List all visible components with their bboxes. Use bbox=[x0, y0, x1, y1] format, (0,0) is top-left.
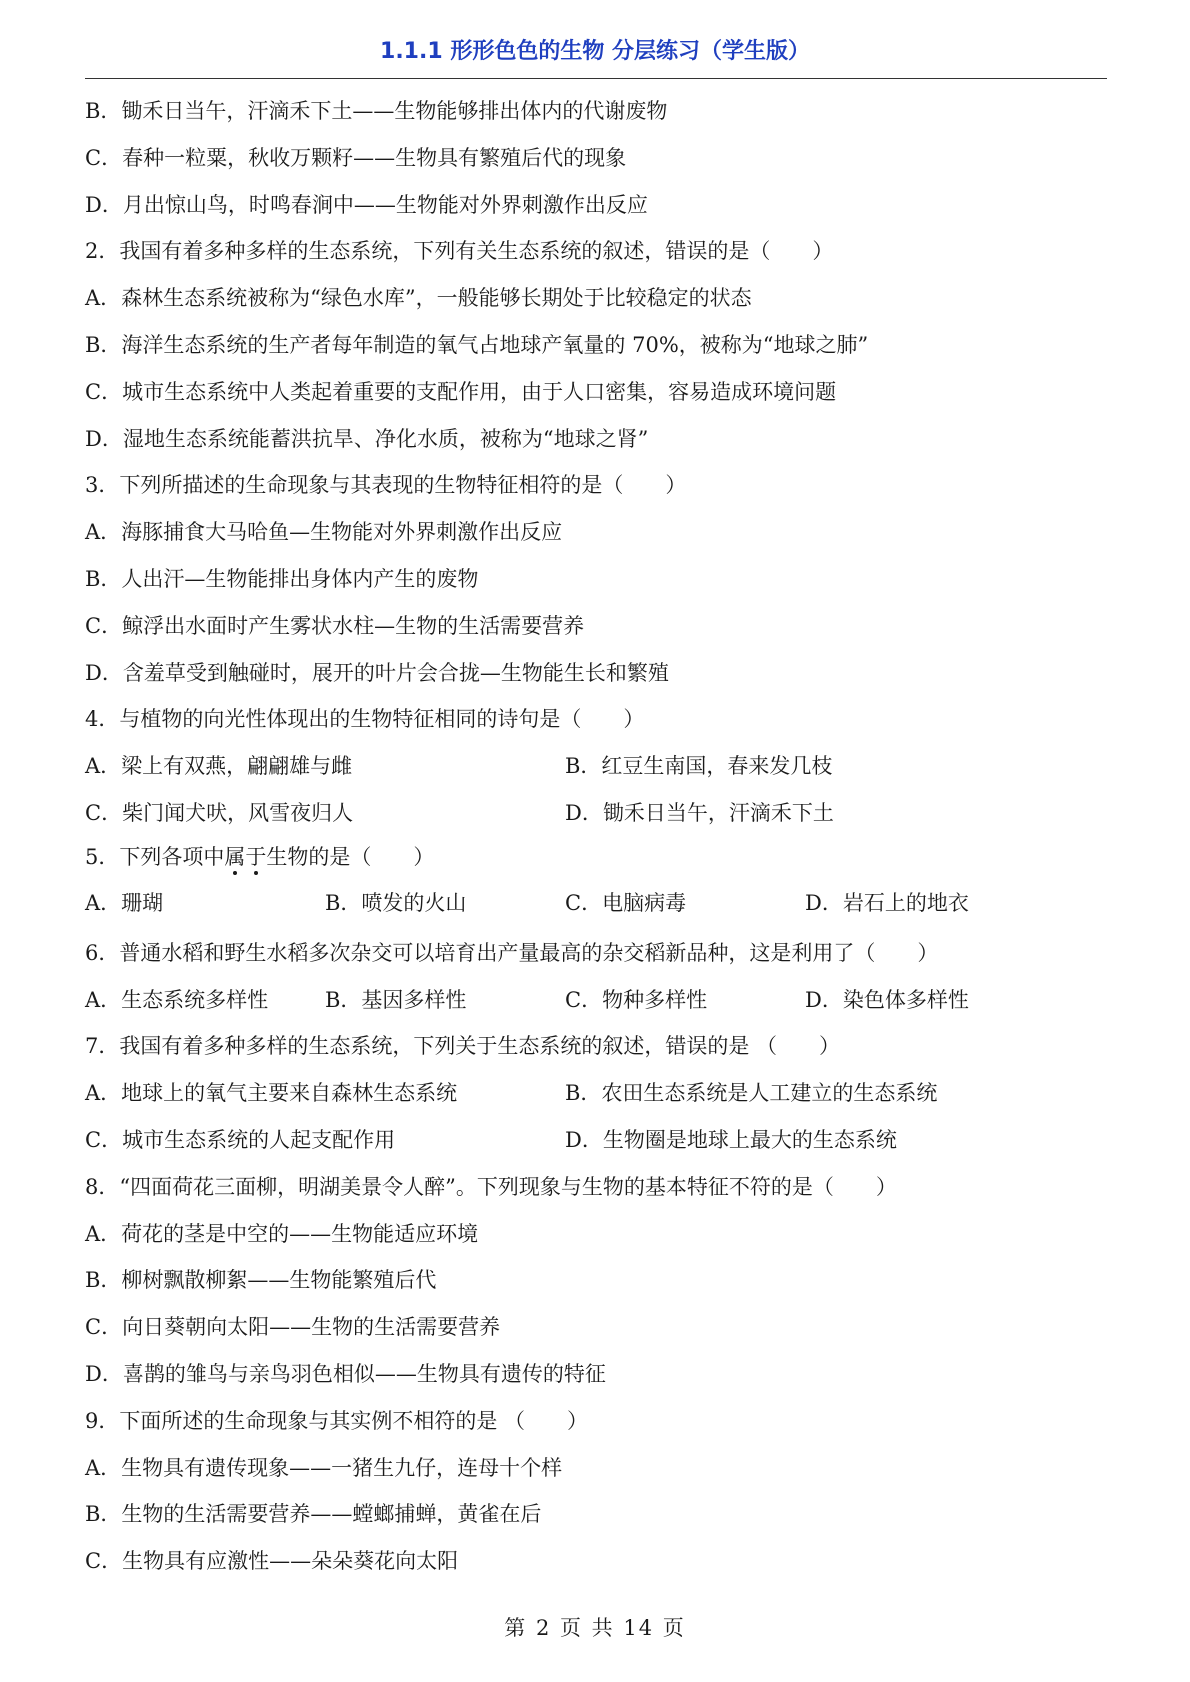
page-header-title: 1.1.1 形形色色的生物 分层练习（学生版） bbox=[380, 39, 810, 64]
q9-option-c: C．生物具有应激性——朵朵葵花向太阳 bbox=[85, 1549, 459, 1574]
q2-stem: 2．我国有着多种多样的生态系统，下列有关生态系统的叙述，错误的是（ ） bbox=[85, 239, 834, 264]
q4-option-a: A．梁上有双燕，翩翩雄与雌 bbox=[85, 754, 353, 779]
q2-option-d: D．湿地生态系统能蓄洪抗旱、净化水质，被称为“地球之肾” bbox=[85, 426, 649, 451]
q3-option-c: C．鲸浮出水面时产生雾状水柱—生物的生活需要营养 bbox=[85, 613, 585, 638]
q6-option-a: A．生态系统多样性 bbox=[85, 987, 269, 1012]
q1-option-d: D．月出惊山鸟，时鸣春涧中——生物能对外界刺激作出反应 bbox=[85, 192, 648, 217]
q6-stem: 6．普通水稻和野生水稻多次杂交可以培育出产量最高的杂交稻新品种，这是利用了（ ） bbox=[85, 940, 939, 965]
q5-option-b: B．喷发的火山 bbox=[325, 890, 467, 915]
q7-option-b: B．农田生态系统是人工建立的生态系统 bbox=[565, 1081, 938, 1106]
q9-stem: 9．下面所述的生命现象与其实例不相符的是 （ ） bbox=[85, 1408, 589, 1433]
q5-emphasis-text: 属于 bbox=[224, 844, 267, 869]
page-number-footer: 第 2 页 共 14 页 bbox=[504, 1616, 686, 1640]
header-divider bbox=[85, 78, 1107, 79]
q5-option-d: D．岩石上的地衣 bbox=[805, 890, 969, 915]
q7-option-d: D．生物圈是地球上最大的生态系统 bbox=[565, 1127, 897, 1152]
q4-option-c: C．柴门闻犬吠，风雪夜归人 bbox=[85, 800, 354, 825]
q8-stem: 8．“四面荷花三面柳，明湖美景令人醉”。下列现象与生物的基本特征不符的是（ ） bbox=[85, 1174, 897, 1199]
q9-option-b: B．生物的生活需要营养——螳螂捕蝉，黄雀在后 bbox=[85, 1502, 542, 1527]
q8-option-c: C．向日葵朝向太阳——生物的生活需要营养 bbox=[85, 1315, 501, 1340]
q6-option-b: B．基因多样性 bbox=[325, 987, 467, 1012]
q2-option-b: B．海洋生态系统的生产者每年制造的氧气占地球产氧量的 70%，被称为“地球之肺” bbox=[85, 332, 869, 357]
q5-emphasis-dotted bbox=[224, 837, 266, 877]
q7-stem: 7．我国有着多种多样的生态系统，下列关于生态系统的叙述，错误的是 （ ） bbox=[85, 1034, 841, 1059]
q8-option-d: D．喜鹊的雏鸟与亲鸟羽色相似——生物具有遗传的特征 bbox=[85, 1361, 606, 1386]
q7-options-row-1 bbox=[85, 1070, 1107, 1117]
q7-option-a: A．地球上的氧气主要来自森林生态系统 bbox=[85, 1081, 458, 1106]
q5-options-row bbox=[85, 877, 1107, 930]
emphasis-dot bbox=[233, 871, 237, 875]
q3-option-b: B．人出汗—生物能排出身体内产生的废物 bbox=[85, 566, 479, 591]
q1-option-b: B．锄禾日当午，汗滴禾下土——生物能够排出体内的代谢废物 bbox=[85, 99, 668, 123]
q8-option-b: B．柳树飘散柳絮——生物能繁殖后代 bbox=[85, 1268, 437, 1293]
q4-options-row-2 bbox=[85, 790, 1107, 837]
q2-option-a: A．森林生态系统被称为“绿色水库”，一般能够长期处于比较稳定的状态 bbox=[85, 286, 752, 311]
q6-option-c: C．物种多样性 bbox=[565, 987, 708, 1012]
q7-options-row-2 bbox=[85, 1117, 1107, 1164]
q4-option-d: D．锄禾日当午，汗滴禾下土 bbox=[565, 800, 834, 825]
q2-option-c: C．城市生态系统中人类起着重要的支配作用，由于人口密集，容易造成环境问题 bbox=[85, 379, 837, 404]
q5-stem bbox=[85, 837, 1107, 877]
q3-option-d: D．含羞草受到触碰时，展开的叶片会合拢—生物能生长和繁殖 bbox=[85, 660, 669, 685]
q7-option-c: C．城市生态系统的人起支配作用 bbox=[85, 1127, 396, 1152]
q5-option-a: A．珊瑚 bbox=[85, 890, 164, 915]
q5-stem-suffix: 生物的是（ ） bbox=[266, 844, 435, 869]
q4-option-b: B．红豆生南国，春来发几枝 bbox=[565, 754, 833, 779]
q9-option-a: A．生物具有遗传现象——一猪生九仔，连母十个样 bbox=[85, 1455, 563, 1480]
emphasis-dot bbox=[254, 871, 258, 875]
q1-option-c: C．春种一粒粟，秋收万颗籽——生物具有繁殖后代的现象 bbox=[85, 145, 627, 170]
q4-stem: 4．与植物的向光性体现出的生物特征相同的诗句是（ ） bbox=[85, 707, 645, 732]
question-content bbox=[85, 88, 1107, 1585]
q8-option-a: A．荷花的茎是中空的——生物能适应环境 bbox=[85, 1221, 479, 1246]
q6-option-d: D．染色体多样性 bbox=[805, 987, 969, 1012]
q3-stem: 3．下列所描述的生命现象与其表现的生物特征相符的是（ ） bbox=[85, 473, 687, 498]
q5-option-c: C．电脑病毒 bbox=[565, 890, 687, 915]
q6-options-row bbox=[85, 977, 1107, 1024]
q4-options-row-1 bbox=[85, 743, 1107, 790]
q5-stem-prefix: 5．下列各项中 bbox=[85, 844, 225, 869]
q3-option-a: A．海豚捕食大马哈鱼—生物能对外界刺激作出反应 bbox=[85, 520, 563, 545]
